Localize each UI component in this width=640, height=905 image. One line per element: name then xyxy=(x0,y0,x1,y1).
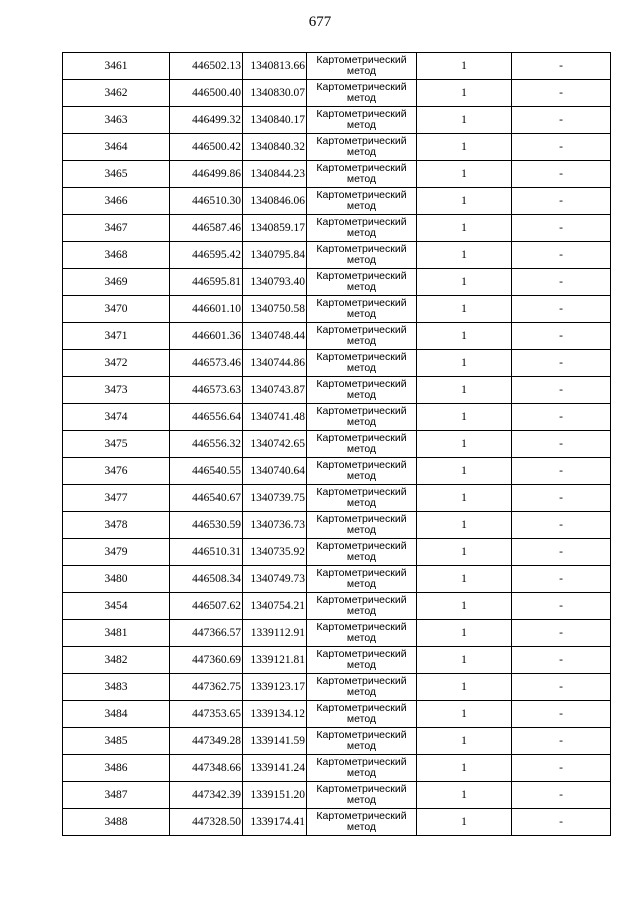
note-cell: - xyxy=(512,539,611,566)
method-line-2: метод xyxy=(346,146,377,158)
method-line-1: Картометрический xyxy=(316,648,407,660)
table-row xyxy=(63,323,611,350)
count-cell: 1 xyxy=(417,809,512,836)
method-line-2: метод xyxy=(346,605,377,617)
x-coordinate-cell: 446508.34 xyxy=(170,566,243,593)
method-line-1: Картометрический xyxy=(316,486,407,498)
method-cell xyxy=(307,593,417,620)
y-coordinate-cell: 1340741.48 xyxy=(243,404,307,431)
method-line-2: метод xyxy=(346,470,377,482)
method-line-2: метод xyxy=(346,389,377,401)
method-cell xyxy=(307,350,417,377)
y-coordinate-cell: 1340742.65 xyxy=(243,431,307,458)
point-id-cell: 3485 xyxy=(63,728,170,755)
note-cell: - xyxy=(512,53,611,80)
note-cell: - xyxy=(512,728,611,755)
x-coordinate-cell: 446507.62 xyxy=(170,593,243,620)
x-coordinate-cell: 446530.59 xyxy=(170,512,243,539)
method-line-2: метод xyxy=(346,524,377,536)
y-coordinate-cell: 1340795.84 xyxy=(243,242,307,269)
x-coordinate-cell: 447349.28 xyxy=(170,728,243,755)
point-id-cell: 3454 xyxy=(63,593,170,620)
count-cell: 1 xyxy=(417,107,512,134)
count-cell: 1 xyxy=(417,296,512,323)
note-cell: - xyxy=(512,269,611,296)
x-coordinate-cell: 446540.55 xyxy=(170,458,243,485)
y-coordinate-cell: 1340749.73 xyxy=(243,566,307,593)
y-coordinate-cell: 1340840.32 xyxy=(243,134,307,161)
count-cell: 1 xyxy=(417,647,512,674)
table-row xyxy=(63,620,611,647)
x-coordinate-cell: 447348.66 xyxy=(170,755,243,782)
y-coordinate-cell: 1340748.44 xyxy=(243,323,307,350)
table-row xyxy=(63,458,611,485)
note-cell: - xyxy=(512,80,611,107)
method-cell xyxy=(307,566,417,593)
point-id-cell: 3483 xyxy=(63,674,170,701)
y-coordinate-cell: 1339121.81 xyxy=(243,647,307,674)
method-line-2: метод xyxy=(346,119,377,131)
count-cell: 1 xyxy=(417,350,512,377)
x-coordinate-cell: 446573.63 xyxy=(170,377,243,404)
point-id-cell: 3469 xyxy=(63,269,170,296)
count-cell: 1 xyxy=(417,134,512,161)
point-id-cell: 3482 xyxy=(63,647,170,674)
method-line-1: Картометрический xyxy=(316,270,407,282)
note-cell: - xyxy=(512,161,611,188)
y-coordinate-cell: 1339123.17 xyxy=(243,674,307,701)
x-coordinate-cell: 446499.86 xyxy=(170,161,243,188)
method-line-1: Картометрический xyxy=(316,351,407,363)
x-coordinate-cell: 446601.36 xyxy=(170,323,243,350)
point-id-cell: 3470 xyxy=(63,296,170,323)
method-cell xyxy=(307,620,417,647)
method-cell xyxy=(307,485,417,512)
count-cell: 1 xyxy=(417,242,512,269)
point-id-cell: 3461 xyxy=(63,53,170,80)
table-row xyxy=(63,566,611,593)
note-cell: - xyxy=(512,593,611,620)
method-cell xyxy=(307,161,417,188)
table-row xyxy=(63,134,611,161)
y-coordinate-cell: 1340735.92 xyxy=(243,539,307,566)
y-coordinate-cell: 1340813.66 xyxy=(243,53,307,80)
table-row xyxy=(63,539,611,566)
note-cell: - xyxy=(512,377,611,404)
method-line-1: Картометрический xyxy=(316,567,407,579)
note-cell: - xyxy=(512,485,611,512)
note-cell: - xyxy=(512,620,611,647)
count-cell: 1 xyxy=(417,728,512,755)
method-line-2: метод xyxy=(346,497,377,509)
point-id-cell: 3468 xyxy=(63,242,170,269)
method-line-1: Картометрический xyxy=(316,405,407,417)
method-line-1: Картометрический xyxy=(316,243,407,255)
method-line-2: метод xyxy=(346,308,377,320)
method-line-2: метод xyxy=(346,551,377,563)
note-cell: - xyxy=(512,809,611,836)
count-cell: 1 xyxy=(417,620,512,647)
table-row xyxy=(63,350,611,377)
method-cell xyxy=(307,107,417,134)
table-row xyxy=(63,80,611,107)
count-cell: 1 xyxy=(417,701,512,728)
method-line-1: Картометрический xyxy=(316,756,407,768)
method-line-2: метод xyxy=(346,686,377,698)
method-cell xyxy=(307,674,417,701)
method-cell xyxy=(307,53,417,80)
method-cell xyxy=(307,377,417,404)
x-coordinate-cell: 447360.69 xyxy=(170,647,243,674)
y-coordinate-cell: 1340743.87 xyxy=(243,377,307,404)
y-coordinate-cell: 1340793.40 xyxy=(243,269,307,296)
table-row xyxy=(63,269,611,296)
y-coordinate-cell: 1340754.21 xyxy=(243,593,307,620)
method-cell xyxy=(307,80,417,107)
x-coordinate-cell: 447353.65 xyxy=(170,701,243,728)
count-cell: 1 xyxy=(417,539,512,566)
method-line-1: Картометрический xyxy=(316,189,407,201)
x-coordinate-cell: 446595.42 xyxy=(170,242,243,269)
method-cell xyxy=(307,215,417,242)
x-coordinate-cell: 446502.13 xyxy=(170,53,243,80)
table-row xyxy=(63,809,611,836)
table-row xyxy=(63,404,611,431)
method-line-2: метод xyxy=(346,254,377,266)
count-cell: 1 xyxy=(417,755,512,782)
x-coordinate-cell: 447328.50 xyxy=(170,809,243,836)
method-line-2: метод xyxy=(346,821,377,833)
y-coordinate-cell: 1339141.59 xyxy=(243,728,307,755)
method-line-1: Картометрический xyxy=(316,216,407,228)
point-id-cell: 3486 xyxy=(63,755,170,782)
method-line-2: метод xyxy=(346,92,377,104)
note-cell: - xyxy=(512,782,611,809)
point-id-cell: 3473 xyxy=(63,377,170,404)
x-coordinate-cell: 446500.40 xyxy=(170,80,243,107)
y-coordinate-cell: 1339141.24 xyxy=(243,755,307,782)
method-line-1: Картометрический xyxy=(316,459,407,471)
note-cell: - xyxy=(512,674,611,701)
point-id-cell: 3467 xyxy=(63,215,170,242)
count-cell: 1 xyxy=(417,431,512,458)
y-coordinate-cell: 1339112.91 xyxy=(243,620,307,647)
method-line-1: Картометрический xyxy=(316,810,407,822)
method-cell xyxy=(307,323,417,350)
x-coordinate-cell: 446510.30 xyxy=(170,188,243,215)
y-coordinate-cell: 1340744.86 xyxy=(243,350,307,377)
table-row xyxy=(63,485,611,512)
y-coordinate-cell: 1340844.23 xyxy=(243,161,307,188)
y-coordinate-cell: 1340846.06 xyxy=(243,188,307,215)
x-coordinate-cell: 446601.10 xyxy=(170,296,243,323)
x-coordinate-cell: 446556.64 xyxy=(170,404,243,431)
note-cell: - xyxy=(512,647,611,674)
table-row xyxy=(63,593,611,620)
count-cell: 1 xyxy=(417,404,512,431)
note-cell: - xyxy=(512,323,611,350)
method-line-2: метод xyxy=(346,443,377,455)
x-coordinate-cell: 446499.32 xyxy=(170,107,243,134)
point-id-cell: 3479 xyxy=(63,539,170,566)
point-id-cell: 3478 xyxy=(63,512,170,539)
count-cell: 1 xyxy=(417,323,512,350)
point-id-cell: 3471 xyxy=(63,323,170,350)
method-cell xyxy=(307,296,417,323)
x-coordinate-cell: 446573.46 xyxy=(170,350,243,377)
note-cell: - xyxy=(512,404,611,431)
method-line-1: Картометрический xyxy=(316,675,407,687)
y-coordinate-cell: 1339174.41 xyxy=(243,809,307,836)
method-line-2: метод xyxy=(346,200,377,212)
method-cell xyxy=(307,188,417,215)
method-line-2: метод xyxy=(346,632,377,644)
point-id-cell: 3474 xyxy=(63,404,170,431)
method-line-2: метод xyxy=(346,740,377,752)
table-row xyxy=(63,728,611,755)
note-cell: - xyxy=(512,188,611,215)
table-row xyxy=(63,161,611,188)
method-line-2: метод xyxy=(346,362,377,374)
table-row xyxy=(63,296,611,323)
count-cell: 1 xyxy=(417,161,512,188)
point-id-cell: 3488 xyxy=(63,809,170,836)
point-id-cell: 3481 xyxy=(63,620,170,647)
method-line-1: Картометрический xyxy=(316,432,407,444)
method-line-2: метод xyxy=(346,173,377,185)
x-coordinate-cell: 447366.57 xyxy=(170,620,243,647)
method-cell xyxy=(307,728,417,755)
table-row xyxy=(63,377,611,404)
table-body xyxy=(63,53,611,836)
point-id-cell: 3475 xyxy=(63,431,170,458)
count-cell: 1 xyxy=(417,485,512,512)
method-cell xyxy=(307,404,417,431)
count-cell: 1 xyxy=(417,215,512,242)
method-cell xyxy=(307,647,417,674)
method-line-1: Картометрический xyxy=(316,513,407,525)
point-id-cell: 3465 xyxy=(63,161,170,188)
y-coordinate-cell: 1340736.73 xyxy=(243,512,307,539)
x-coordinate-cell: 446540.67 xyxy=(170,485,243,512)
y-coordinate-cell: 1340750.58 xyxy=(243,296,307,323)
method-line-1: Картометрический xyxy=(316,324,407,336)
method-line-2: метод xyxy=(346,767,377,779)
method-line-1: Картометрический xyxy=(316,54,407,66)
count-cell: 1 xyxy=(417,782,512,809)
x-coordinate-cell: 446587.46 xyxy=(170,215,243,242)
method-line-1: Картометрический xyxy=(316,378,407,390)
method-cell xyxy=(307,431,417,458)
method-line-1: Картометрический xyxy=(316,540,407,552)
method-cell xyxy=(307,539,417,566)
point-id-cell: 3477 xyxy=(63,485,170,512)
method-line-1: Картометрический xyxy=(316,702,407,714)
table-row xyxy=(63,512,611,539)
method-line-1: Картометрический xyxy=(316,108,407,120)
table-row xyxy=(63,215,611,242)
y-coordinate-cell: 1340830.07 xyxy=(243,80,307,107)
method-line-1: Картометрический xyxy=(316,81,407,93)
method-line-1: Картометрический xyxy=(316,135,407,147)
note-cell: - xyxy=(512,350,611,377)
note-cell: - xyxy=(512,512,611,539)
count-cell: 1 xyxy=(417,674,512,701)
y-coordinate-cell: 1339151.20 xyxy=(243,782,307,809)
x-coordinate-cell: 447362.75 xyxy=(170,674,243,701)
note-cell: - xyxy=(512,458,611,485)
method-cell xyxy=(307,512,417,539)
note-cell: - xyxy=(512,296,611,323)
y-coordinate-cell: 1340840.17 xyxy=(243,107,307,134)
point-id-cell: 3487 xyxy=(63,782,170,809)
note-cell: - xyxy=(512,242,611,269)
count-cell: 1 xyxy=(417,53,512,80)
note-cell: - xyxy=(512,755,611,782)
count-cell: 1 xyxy=(417,377,512,404)
x-coordinate-cell: 446500.42 xyxy=(170,134,243,161)
note-cell: - xyxy=(512,701,611,728)
point-id-cell: 3480 xyxy=(63,566,170,593)
method-cell xyxy=(307,134,417,161)
method-cell xyxy=(307,809,417,836)
note-cell: - xyxy=(512,566,611,593)
x-coordinate-cell: 446595.81 xyxy=(170,269,243,296)
method-cell xyxy=(307,782,417,809)
method-line-1: Картометрический xyxy=(316,783,407,795)
method-line-2: метод xyxy=(346,578,377,590)
count-cell: 1 xyxy=(417,188,512,215)
method-line-2: метод xyxy=(346,416,377,428)
method-line-1: Картометрический xyxy=(316,621,407,633)
table-row xyxy=(63,431,611,458)
point-id-cell: 3484 xyxy=(63,701,170,728)
coordinates-table xyxy=(62,52,611,836)
table-row xyxy=(63,53,611,80)
y-coordinate-cell: 1340859.17 xyxy=(243,215,307,242)
note-cell: - xyxy=(512,107,611,134)
count-cell: 1 xyxy=(417,512,512,539)
method-line-2: метод xyxy=(346,713,377,725)
method-cell xyxy=(307,755,417,782)
count-cell: 1 xyxy=(417,593,512,620)
y-coordinate-cell: 1339134.12 xyxy=(243,701,307,728)
note-cell: - xyxy=(512,134,611,161)
point-id-cell: 3472 xyxy=(63,350,170,377)
point-id-cell: 3466 xyxy=(63,188,170,215)
point-id-cell: 3463 xyxy=(63,107,170,134)
page-number: 677 xyxy=(308,14,332,30)
count-cell: 1 xyxy=(417,566,512,593)
method-line-2: метод xyxy=(346,65,377,77)
method-cell xyxy=(307,269,417,296)
x-coordinate-cell: 446556.32 xyxy=(170,431,243,458)
note-cell: - xyxy=(512,215,611,242)
point-id-cell: 3462 xyxy=(63,80,170,107)
table-row xyxy=(63,647,611,674)
method-cell xyxy=(307,242,417,269)
count-cell: 1 xyxy=(417,80,512,107)
x-coordinate-cell: 446510.31 xyxy=(170,539,243,566)
y-coordinate-cell: 1340740.64 xyxy=(243,458,307,485)
table-row xyxy=(63,107,611,134)
method-line-2: метод xyxy=(346,335,377,347)
method-line-2: метод xyxy=(346,227,377,239)
method-line-2: метод xyxy=(346,659,377,671)
method-line-1: Картометрический xyxy=(316,594,407,606)
count-cell: 1 xyxy=(417,458,512,485)
method-cell xyxy=(307,458,417,485)
table-row xyxy=(63,701,611,728)
count-cell: 1 xyxy=(417,269,512,296)
table-row xyxy=(63,755,611,782)
method-cell xyxy=(307,701,417,728)
point-id-cell: 3476 xyxy=(63,458,170,485)
y-coordinate-cell: 1340739.75 xyxy=(243,485,307,512)
table-row xyxy=(63,782,611,809)
method-line-1: Картометрический xyxy=(316,162,407,174)
point-id-cell: 3464 xyxy=(63,134,170,161)
method-line-1: Картометрический xyxy=(316,729,407,741)
x-coordinate-cell: 447342.39 xyxy=(170,782,243,809)
method-line-2: метод xyxy=(346,794,377,806)
table-row xyxy=(63,242,611,269)
note-cell: - xyxy=(512,431,611,458)
method-line-2: метод xyxy=(346,281,377,293)
method-line-1: Картометрический xyxy=(316,297,407,309)
table-row xyxy=(63,674,611,701)
table-row xyxy=(63,188,611,215)
